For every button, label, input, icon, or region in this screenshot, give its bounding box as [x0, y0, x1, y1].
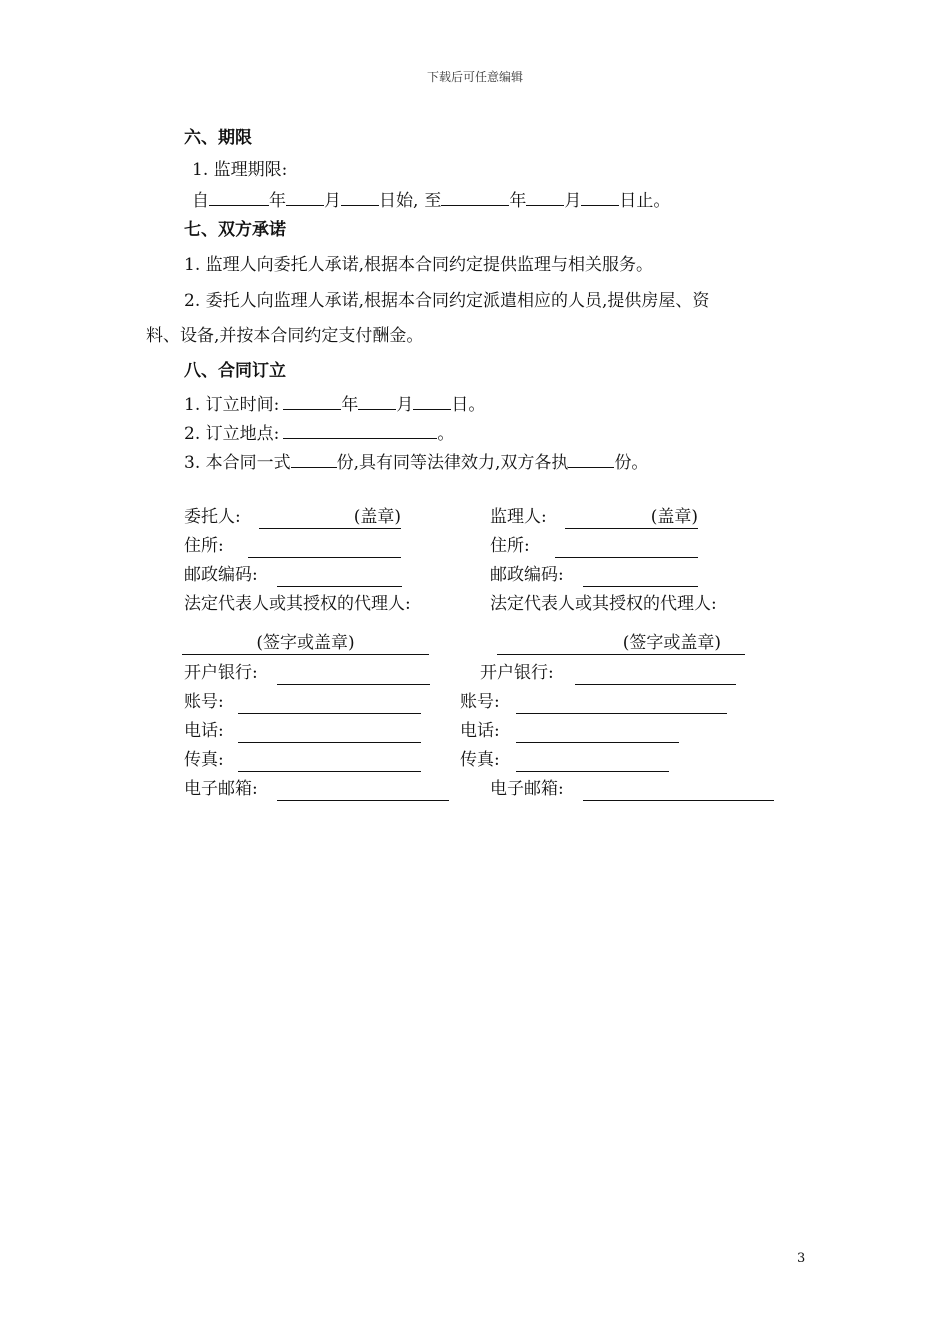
- supervisor-seal-field[interactable]: [565, 506, 698, 529]
- supervisor-rep-label: 法定代表人或其授权的代理人:: [490, 594, 717, 614]
- end-year-blank[interactable]: [441, 188, 509, 206]
- client-signature-field[interactable]: [182, 632, 429, 655]
- supervisor-phone-field[interactable]: [516, 720, 679, 743]
- supervisor-phone-label: 电话:: [460, 721, 500, 741]
- section-6-title: 六、期限: [184, 128, 252, 148]
- day-start-text: 日始,: [379, 191, 419, 211]
- copies-line: [184, 450, 648, 474]
- signing-time-label: 1. 订立时间:: [184, 395, 280, 415]
- client-fax-field[interactable]: [238, 749, 421, 772]
- signing-time-line: [184, 392, 485, 416]
- sign-day-blank[interactable]: [413, 392, 451, 410]
- supervisor-fax-field[interactable]: [516, 749, 669, 772]
- client-seal-text: (盖章): [353, 507, 401, 527]
- supervisor-account-field[interactable]: [516, 691, 727, 714]
- client-email-label: 电子邮箱:: [184, 779, 258, 799]
- page-header: 下载后可任意编辑: [426, 70, 523, 84]
- supervisor-email-field[interactable]: [583, 778, 774, 801]
- commitment-2-line1: 2. 委托人向监理人承诺,根据本合同约定派遣相应的人员,提供房屋、资: [184, 291, 710, 311]
- supervisor-fax-label: 传真:: [460, 750, 500, 770]
- supervisor-address-field[interactable]: [555, 535, 698, 558]
- supervisor-bank-label: 开户银行:: [480, 663, 554, 683]
- client-label: 委托人:: [184, 507, 241, 527]
- signing-place-label: 2. 订立地点:: [184, 424, 280, 444]
- signing-place-line: [184, 421, 454, 445]
- year-text-3: 年: [341, 395, 359, 415]
- client-postcode-label: 邮政编码:: [184, 565, 258, 585]
- page-number: 3: [797, 1251, 806, 1266]
- supervisor-postcode-field[interactable]: [583, 564, 698, 587]
- end-day-blank[interactable]: [581, 188, 619, 206]
- day-text-3: 日。: [451, 395, 486, 415]
- commitment-1: 1. 监理人向委托人承诺,根据本合同约定提供监理与相关服务。: [184, 255, 654, 275]
- supervisor-bank-field[interactable]: [575, 662, 736, 685]
- client-fax-label: 传真:: [184, 750, 224, 770]
- start-month-blank[interactable]: [286, 188, 324, 206]
- supervisor-account-label: 账号:: [460, 692, 500, 712]
- supervisor-email-label: 电子邮箱:: [490, 779, 564, 799]
- start-year-blank[interactable]: [209, 188, 269, 206]
- start-day-blank[interactable]: [341, 188, 379, 206]
- client-seal-field[interactable]: [259, 506, 401, 529]
- copies-text-a: 3. 本合同一式: [184, 453, 291, 473]
- client-account-field[interactable]: [238, 691, 421, 714]
- copies-text-b: 份,具有同等法律效力,双方各执: [336, 453, 569, 473]
- term-label: 1. 监理期限:: [192, 160, 288, 180]
- sign-year-blank[interactable]: [283, 392, 341, 410]
- client-phone-field[interactable]: [238, 720, 421, 743]
- client-address-field[interactable]: [248, 535, 401, 558]
- commitment-2-line2: 料、设备,并按本合同约定支付酬金。: [146, 326, 424, 346]
- from-text: 自: [192, 191, 209, 211]
- client-account-label: 账号:: [184, 692, 224, 712]
- section-7-title: 七、双方承诺: [184, 220, 286, 240]
- client-postcode-field[interactable]: [277, 564, 402, 587]
- year-text-2: 年: [509, 191, 527, 211]
- client-bank-field[interactable]: [277, 662, 430, 685]
- copies-text-c: 份。: [614, 453, 649, 473]
- term-period-line: [192, 188, 670, 212]
- signing-place-blank[interactable]: [283, 421, 437, 439]
- section-8-title: 八、合同订立: [184, 361, 286, 381]
- supervisor-signature-field[interactable]: [497, 632, 745, 655]
- each-copies-blank[interactable]: [568, 450, 614, 468]
- client-email-field[interactable]: [277, 778, 449, 801]
- client-sign-seal-text: (签字或盖章): [256, 633, 355, 653]
- supervisor-postcode-label: 邮政编码:: [490, 565, 564, 585]
- client-phone-label: 电话:: [184, 721, 224, 741]
- supervisor-address-label: 住所:: [490, 536, 530, 556]
- total-copies-blank[interactable]: [291, 450, 337, 468]
- day-end-text: 日止。: [619, 191, 671, 211]
- supervisor-sign-seal-text: (签字或盖章): [622, 633, 721, 653]
- supervisor-seal-text: (盖章): [650, 507, 698, 527]
- signing-place-end: 。: [437, 424, 455, 444]
- client-address-label: 住所:: [184, 536, 224, 556]
- month-text: 月: [324, 191, 341, 211]
- client-rep-label: 法定代表人或其授权的代理人:: [184, 594, 411, 614]
- sign-month-blank[interactable]: [358, 392, 396, 410]
- client-bank-label: 开户银行:: [184, 663, 258, 683]
- month-text-3: 月: [396, 395, 414, 415]
- end-month-blank[interactable]: [526, 188, 564, 206]
- to-text: 至: [424, 191, 442, 211]
- year-text: 年: [269, 191, 286, 211]
- month-text-2: 月: [564, 191, 582, 211]
- supervisor-label: 监理人:: [490, 507, 547, 527]
